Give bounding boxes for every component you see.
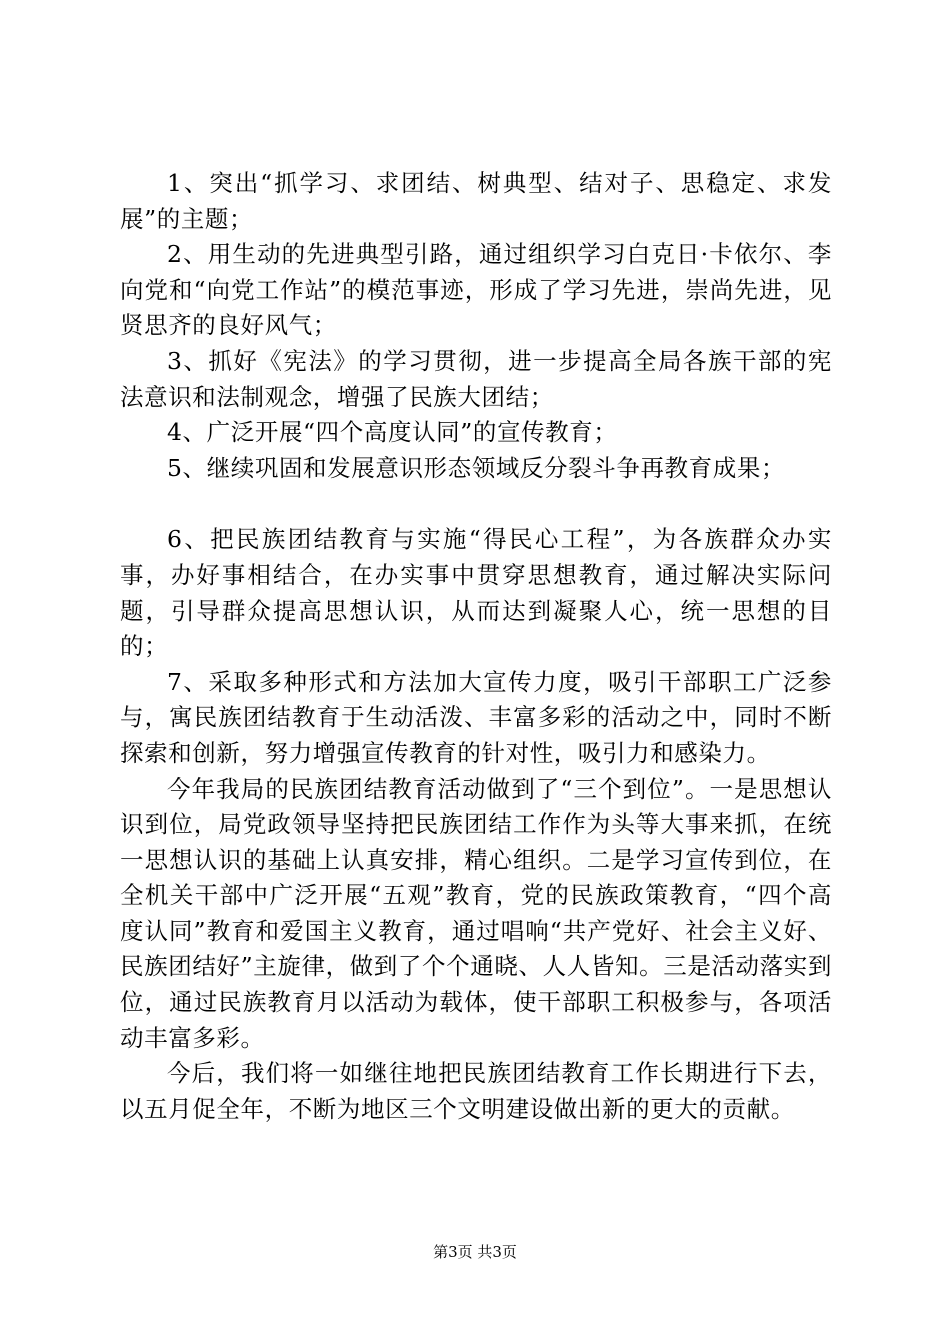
- page-number-footer: 第3页 共3页: [433, 1243, 517, 1261]
- paragraph-item-4: 4、广泛开展“四个高度认同”的宣传教育；: [167, 418, 618, 447]
- paragraph-item-5: 5、继续巩固和发展意识形态领域反分裂斗争再教育成果；: [167, 453, 786, 482]
- document-body: [120, 166, 832, 1127]
- paragraph-item-1: 1、突出“抓学习、求团结、树典型、结对子、思稳定、求发展”的主题；: [120, 169, 832, 233]
- paragraph-item-2: 2、用生动的先进典型引路，通过组织学习白克日·卡依尔、李向党和“向党工作站”的模范事迹，形成了学习先进，崇尚先进，见贤思齐的良好风气；: [120, 240, 832, 340]
- paragraph-conclusion: 今后，我们将一如继往地把民族团结教育工作长期进行下去，以五月促全年，不断为地区三个文明建设做出新的更大的贡献。: [120, 1059, 832, 1123]
- paragraph-item-3: 3、抓好《宪法》的学习贯彻，进一步提高全局各族干部的宪法意识和法制观念，增强了民族大团结；: [120, 346, 832, 411]
- paragraph-item-6: 6、把民族团结教育与实施“得民心工程”，为各族群众办实事，办好事相结合，在办实事中贯穿思想教育，通过解决实际问题，引导群众提高思想认识，从而达到凝聚人心，统一思想的目的；: [120, 525, 832, 661]
- paragraph-summary: 今年我局的民族团结教育活动做到了“三个到位”。一是思想认识到位，局党政领导坚持把民族团结工作作为头等大事来抓，在统一思想认识的基础上认真安排，精心组织。二是学习宣传到位，在全机关干部中广泛开展“五观”教育，党的民族政策教育，“四个高度认同”教育和爱国主义教育，通过唱响“共产党好、社会主义好、民族团结好”主旋律，做到了个个通晓、人人皆知。三是活动落实到位，通过民族教育月以活动为载体，使干部职工积极参与，各项活动丰富多彩。: [120, 774, 832, 1052]
- paragraph-spacer: [120, 486, 832, 522]
- paragraph-item-7: 7、采取多种形式和方法加大宣传力度，吸引干部职工广泛参与，寓民族团结教育于生动活泼、丰富多彩的活动之中，同时不断探索和创新，努力增强宣传教育的针对性，吸引力和感染力。: [120, 667, 832, 767]
